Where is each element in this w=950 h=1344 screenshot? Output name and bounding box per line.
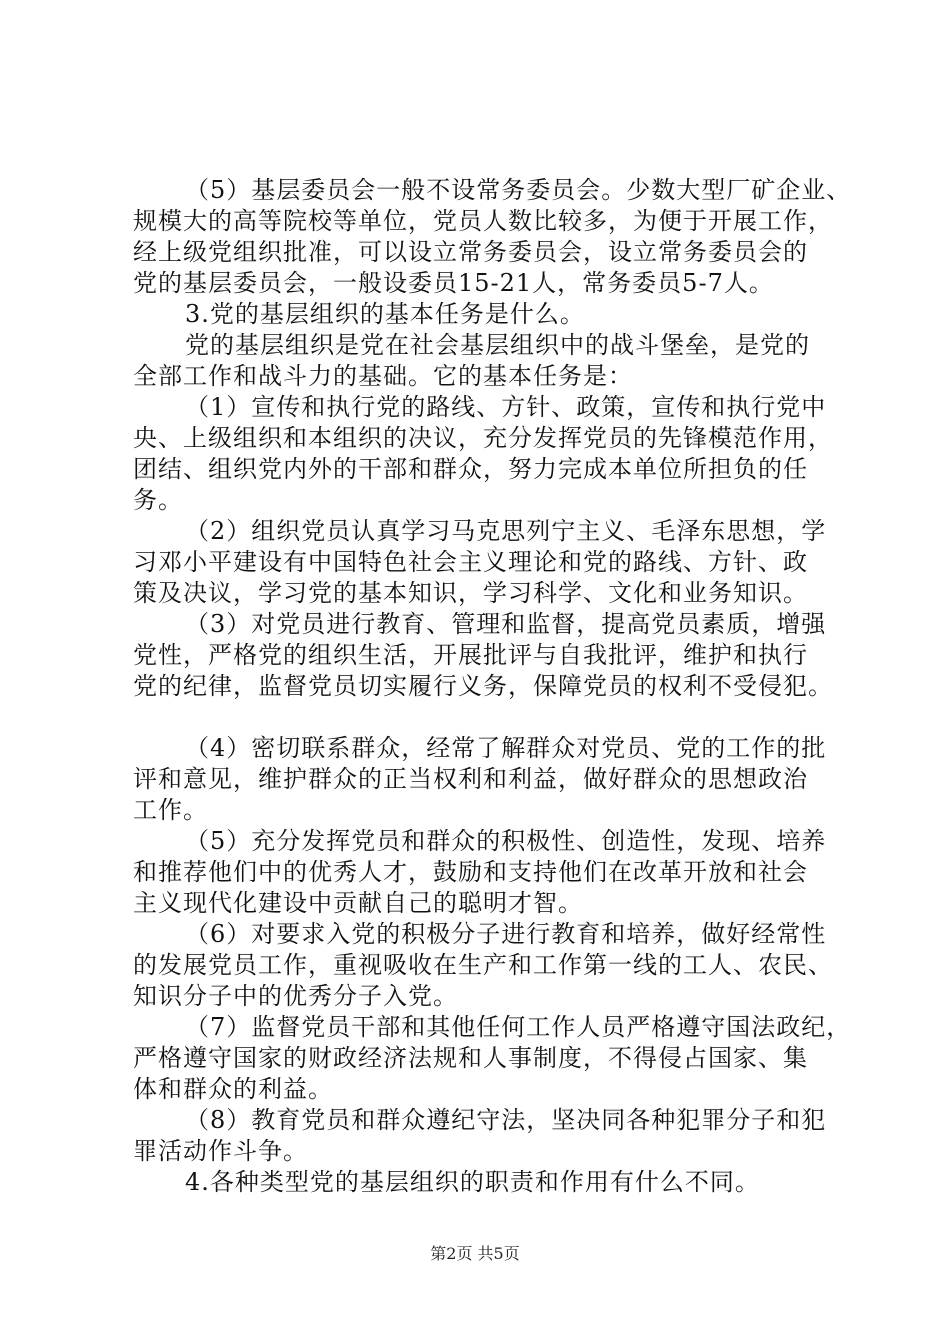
paragraph-line: （4）密切联系群众，经常了解群众对党员、党的工作的批 (185, 734, 827, 762)
paragraph-line: 经上级党组织批准，可以设立常务委员会，设立常务委员会的 (133, 238, 808, 266)
paragraph-line: 规模大的高等院校等单位，党员人数比较多，为便于开展工作， (133, 207, 833, 235)
paragraph-line: 知识分子中的优秀分子入党。 (133, 982, 458, 1010)
paragraph-line: 体和群众的利益。 (133, 1075, 333, 1103)
paragraph-line: 主义现代化建设中贡献自己的聪明才智。 (133, 889, 583, 917)
paragraph-line: （6）对要求入党的积极分子进行教育和培养，做好经常性 (185, 920, 827, 948)
paragraph-line: 和推荐他们中的优秀人才，鼓励和支持他们在改革开放和社会 (133, 858, 808, 886)
section-heading: 4.各种类型党的基层组织的职责和作用有什么不同。 (185, 1168, 760, 1196)
paragraph-line: （1）宣传和执行党的路线、方针、政策，宣传和执行党中 (185, 393, 827, 421)
blank-line (133, 702, 853, 733)
paragraph-line: 央、上级组织和本组织的决议，充分发挥党员的先锋模范作用， (133, 424, 833, 452)
paragraph-line: 团结、组织党内外的干部和群众，努力完成本单位所担负的任 (133, 455, 808, 483)
paragraph-line: 党的纪律，监督党员切实履行义务，保障党员的权利不受侵犯。 (133, 672, 833, 700)
paragraph-line: 严格遵守国家的财政经济法规和人事制度，不得侵占国家、集 (133, 1044, 808, 1072)
paragraph-line: 策及决议，学习党的基本知识，学习科学、文化和业务知识。 (133, 579, 808, 607)
paragraph-line: 习邓小平建设有中国特色社会主义理论和党的路线、方针、政 (133, 548, 808, 576)
paragraph-line: （5）充分发挥党员和群众的积极性、创造性，发现、培养 (185, 827, 827, 855)
paragraph-line: 的发展党员工作，重视吸收在生产和工作第一线的工人、农民、 (133, 951, 833, 979)
paragraph-line: （2）组织党员认真学习马克思列宁主义、毛泽东思想，学 (185, 517, 827, 545)
paragraph-line: 评和意见，维护群众的正当权利和利益，做好群众的思想政治 (133, 765, 808, 793)
document-body (133, 175, 853, 1198)
paragraph-line: 全部工作和战斗力的基础。它的基本任务是： (133, 362, 633, 390)
paragraph-line: （7）监督党员干部和其他任何工作人员严格遵守国法政纪， (185, 1013, 852, 1041)
paragraph-line: 务。 (133, 486, 183, 514)
paragraph-line: 罪活动作斗争。 (133, 1137, 308, 1165)
paragraph-line: 党的基层组织是党在社会基层组织中的战斗堡垒，是党的 (185, 331, 810, 359)
page-number-footer: 第2页 共5页 (430, 1244, 520, 1263)
paragraph-line: 工作。 (133, 796, 208, 824)
section-heading: 3.党的基层组织的基本任务是什么。 (185, 300, 585, 328)
paragraph-line: （5）基层委员会一般不设常务委员会。少数大型厂矿企业、 (185, 176, 852, 204)
paragraph-line: （8）教育党员和群众遵纪守法，坚决同各种犯罪分子和犯 (185, 1106, 827, 1134)
paragraph-line: 党性，严格党的组织生活，开展批评与自我批评，维护和执行 (133, 641, 808, 669)
paragraph-line: （3）对党员进行教育、管理和监督，提高党员素质，增强 (185, 610, 827, 638)
paragraph-line: 党的基层委员会，一般设委员15-21人，常务委员5-7人。 (133, 269, 774, 297)
